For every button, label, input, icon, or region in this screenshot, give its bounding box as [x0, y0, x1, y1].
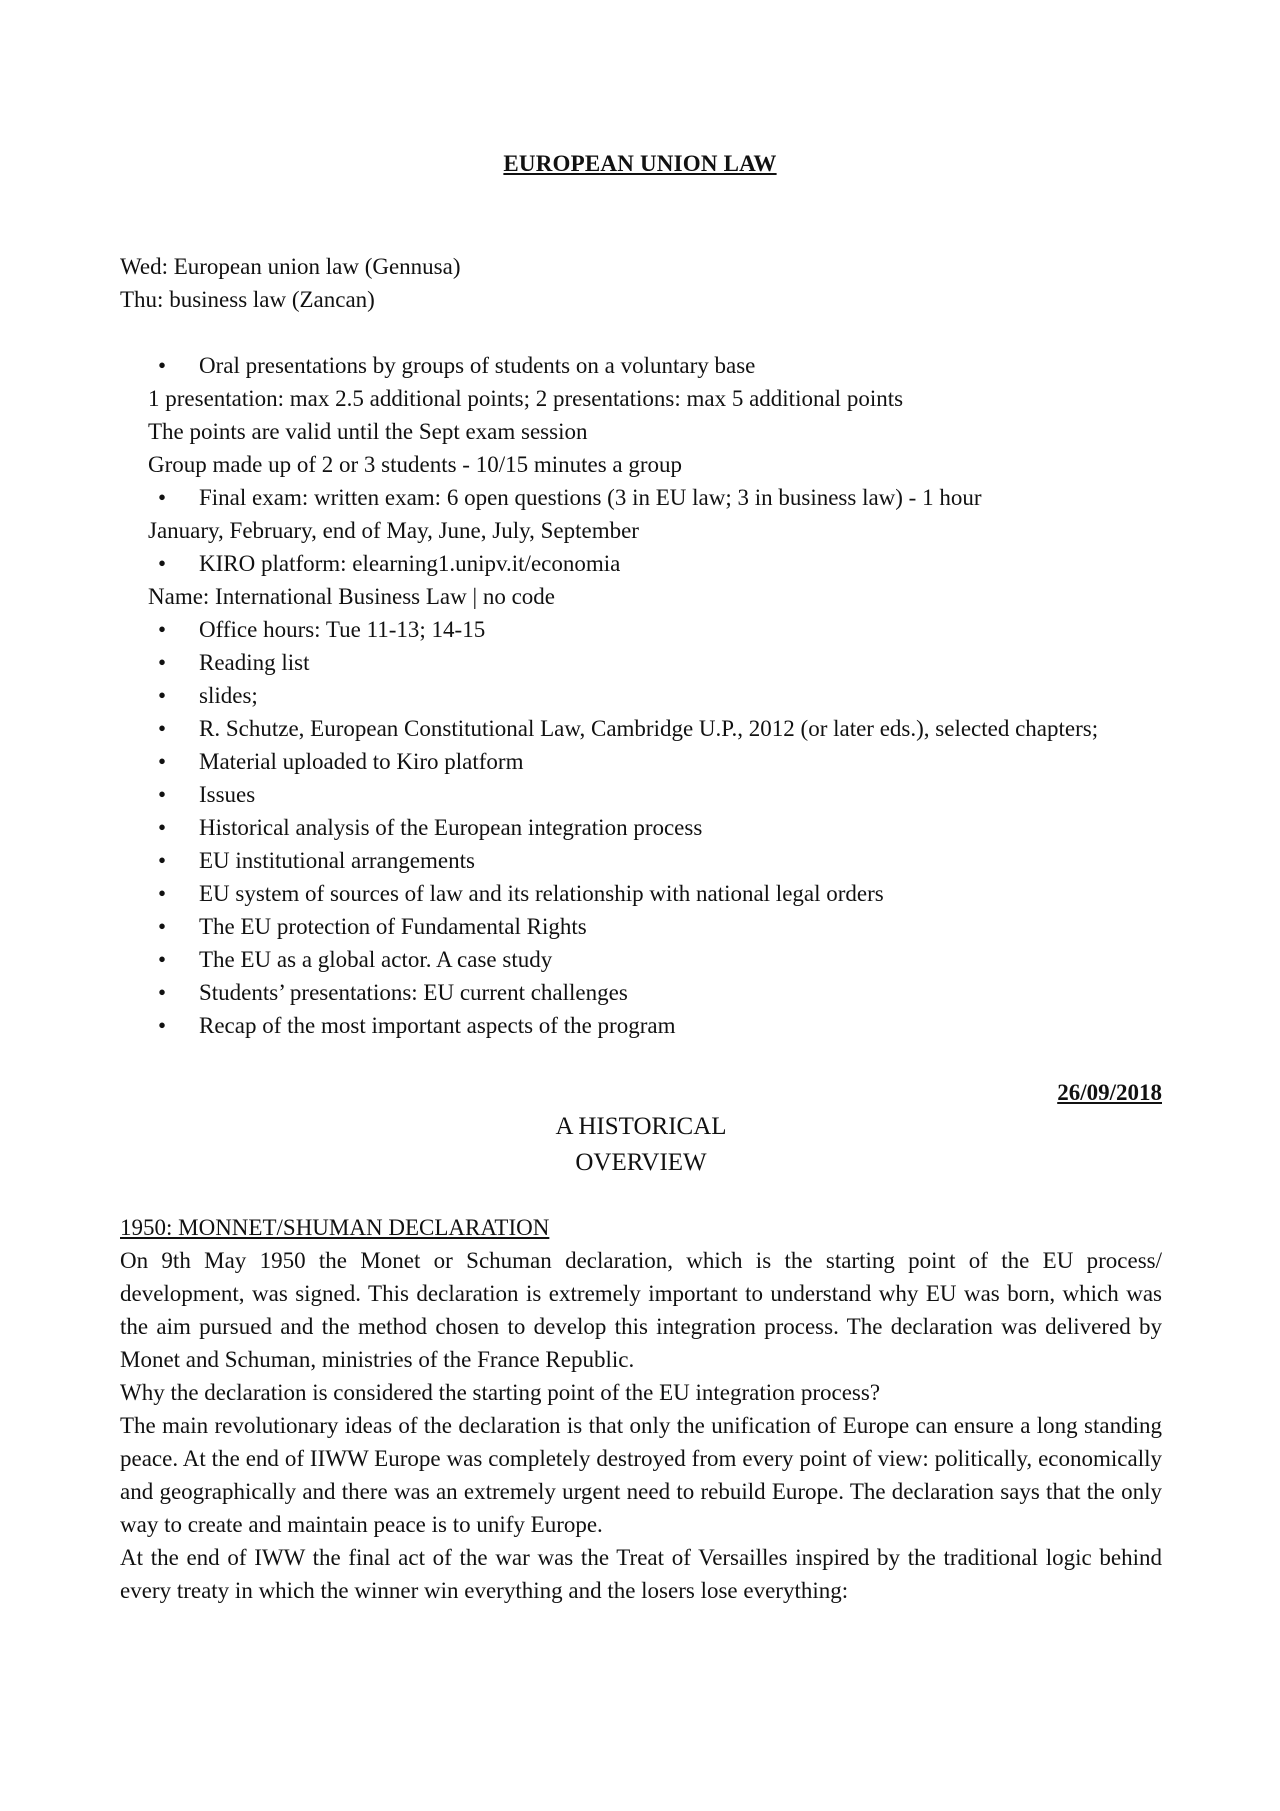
list-item: • Office hours: Tue 11-13; 14-15 [120, 613, 1162, 646]
points-validity-line: The points are valid until the Sept exam session [148, 419, 588, 444]
list-item: • Recap of the most important aspects of the program [120, 1009, 1162, 1042]
subsection-heading: 1950: MONNET/SHUMAN DECLARATION [120, 1215, 550, 1240]
list-item: • EU system of sources of law and its relationship with national legal orders [120, 877, 1162, 910]
paragraph: Why the declaration is considered the starting point of the EU integration process? [120, 1380, 881, 1405]
paragraph: On 9th May 1950 the Monet or Schuman declaration, which is the starting point of the EU process/ development, was signed. This declaration is extremely important to understand why EU was born, which was the aim pursued and the method chosen to develop this integration process. The declaration was delivered by Monet and Schuman, ministries of the France Republic. [120, 1248, 1162, 1372]
list-item: • The EU protection of Fundamental Rights [120, 910, 1162, 943]
program-list [120, 613, 1162, 1042]
list-item: • The EU as a global actor. A case study [120, 943, 1162, 976]
list-item: • Reading list [120, 646, 1162, 679]
document-title: EUROPEAN UNION LAW [503, 151, 777, 176]
group-size-line: Group made up of 2 or 3 students - 10/15 minutes a group [148, 452, 683, 477]
list-item: • Students’ presentations: EU current challenges [120, 976, 1162, 1009]
list-item: • Issues [120, 778, 1162, 811]
paragraph: The main revolutionary ideas of the declaration is that only the unification of Europe can ensure a long standing peace. At the end of IIWW Europe was completely destroyed from every point of view: politically, economically and geographically and there was an extremely urgent need to rebuild Europe. The declaration says that the only way to create and maintain peace is to unify Europe. [120, 1413, 1162, 1537]
list-item: • slides; [120, 679, 1162, 712]
list-item: • Final exam: written exam: 6 open questions (3 in EU law; 3 in business law) - 1 hour [120, 481, 1162, 514]
paragraph: At the end of IWW the final act of the war was the Treat of Versailles inspired by the traditional logic behind every treaty in which the winner win everything and the losers lose everything: [120, 1545, 1162, 1603]
presentation-points-line: 1 presentation: max 2.5 additional points; 2 presentations: max 5 additional points [148, 386, 904, 411]
document-body [120, 250, 1162, 1607]
list-item: • Historical analysis of the European integration process [120, 811, 1162, 844]
platform-name-line: Name: International Business Law | no code [148, 584, 555, 609]
course-info-list [120, 481, 1162, 514]
list-item: • R. Schutze, European Constitutional Law, Cambridge U.P., 2012 (or later eds.), selected chapters; [120, 712, 1162, 745]
list-item: • Material uploaded to Kiro platform [120, 745, 1162, 778]
course-info-list [120, 547, 1162, 580]
exam-dates-line: January, February, end of May, June, July, September [148, 518, 639, 543]
lecture-date: 26/09/2018 [1057, 1080, 1162, 1105]
list-item: • KIRO platform: elearning1.unipv.it/economia [120, 547, 1162, 580]
list-item: • Oral presentations by groups of students on a voluntary base [120, 349, 1162, 382]
spacer [120, 316, 1162, 349]
course-info-list [120, 349, 1162, 382]
section-heading-line-1: A HISTORICAL [555, 1113, 727, 1140]
schedule-line-thu: Thu: business law (Zancan) [120, 287, 375, 312]
schedule-line-wed: Wed: European union law (Gennusa) [120, 254, 461, 279]
section-heading-line-2: OVERVIEW [575, 1149, 707, 1176]
list-item: • EU institutional arrangements [120, 844, 1162, 877]
